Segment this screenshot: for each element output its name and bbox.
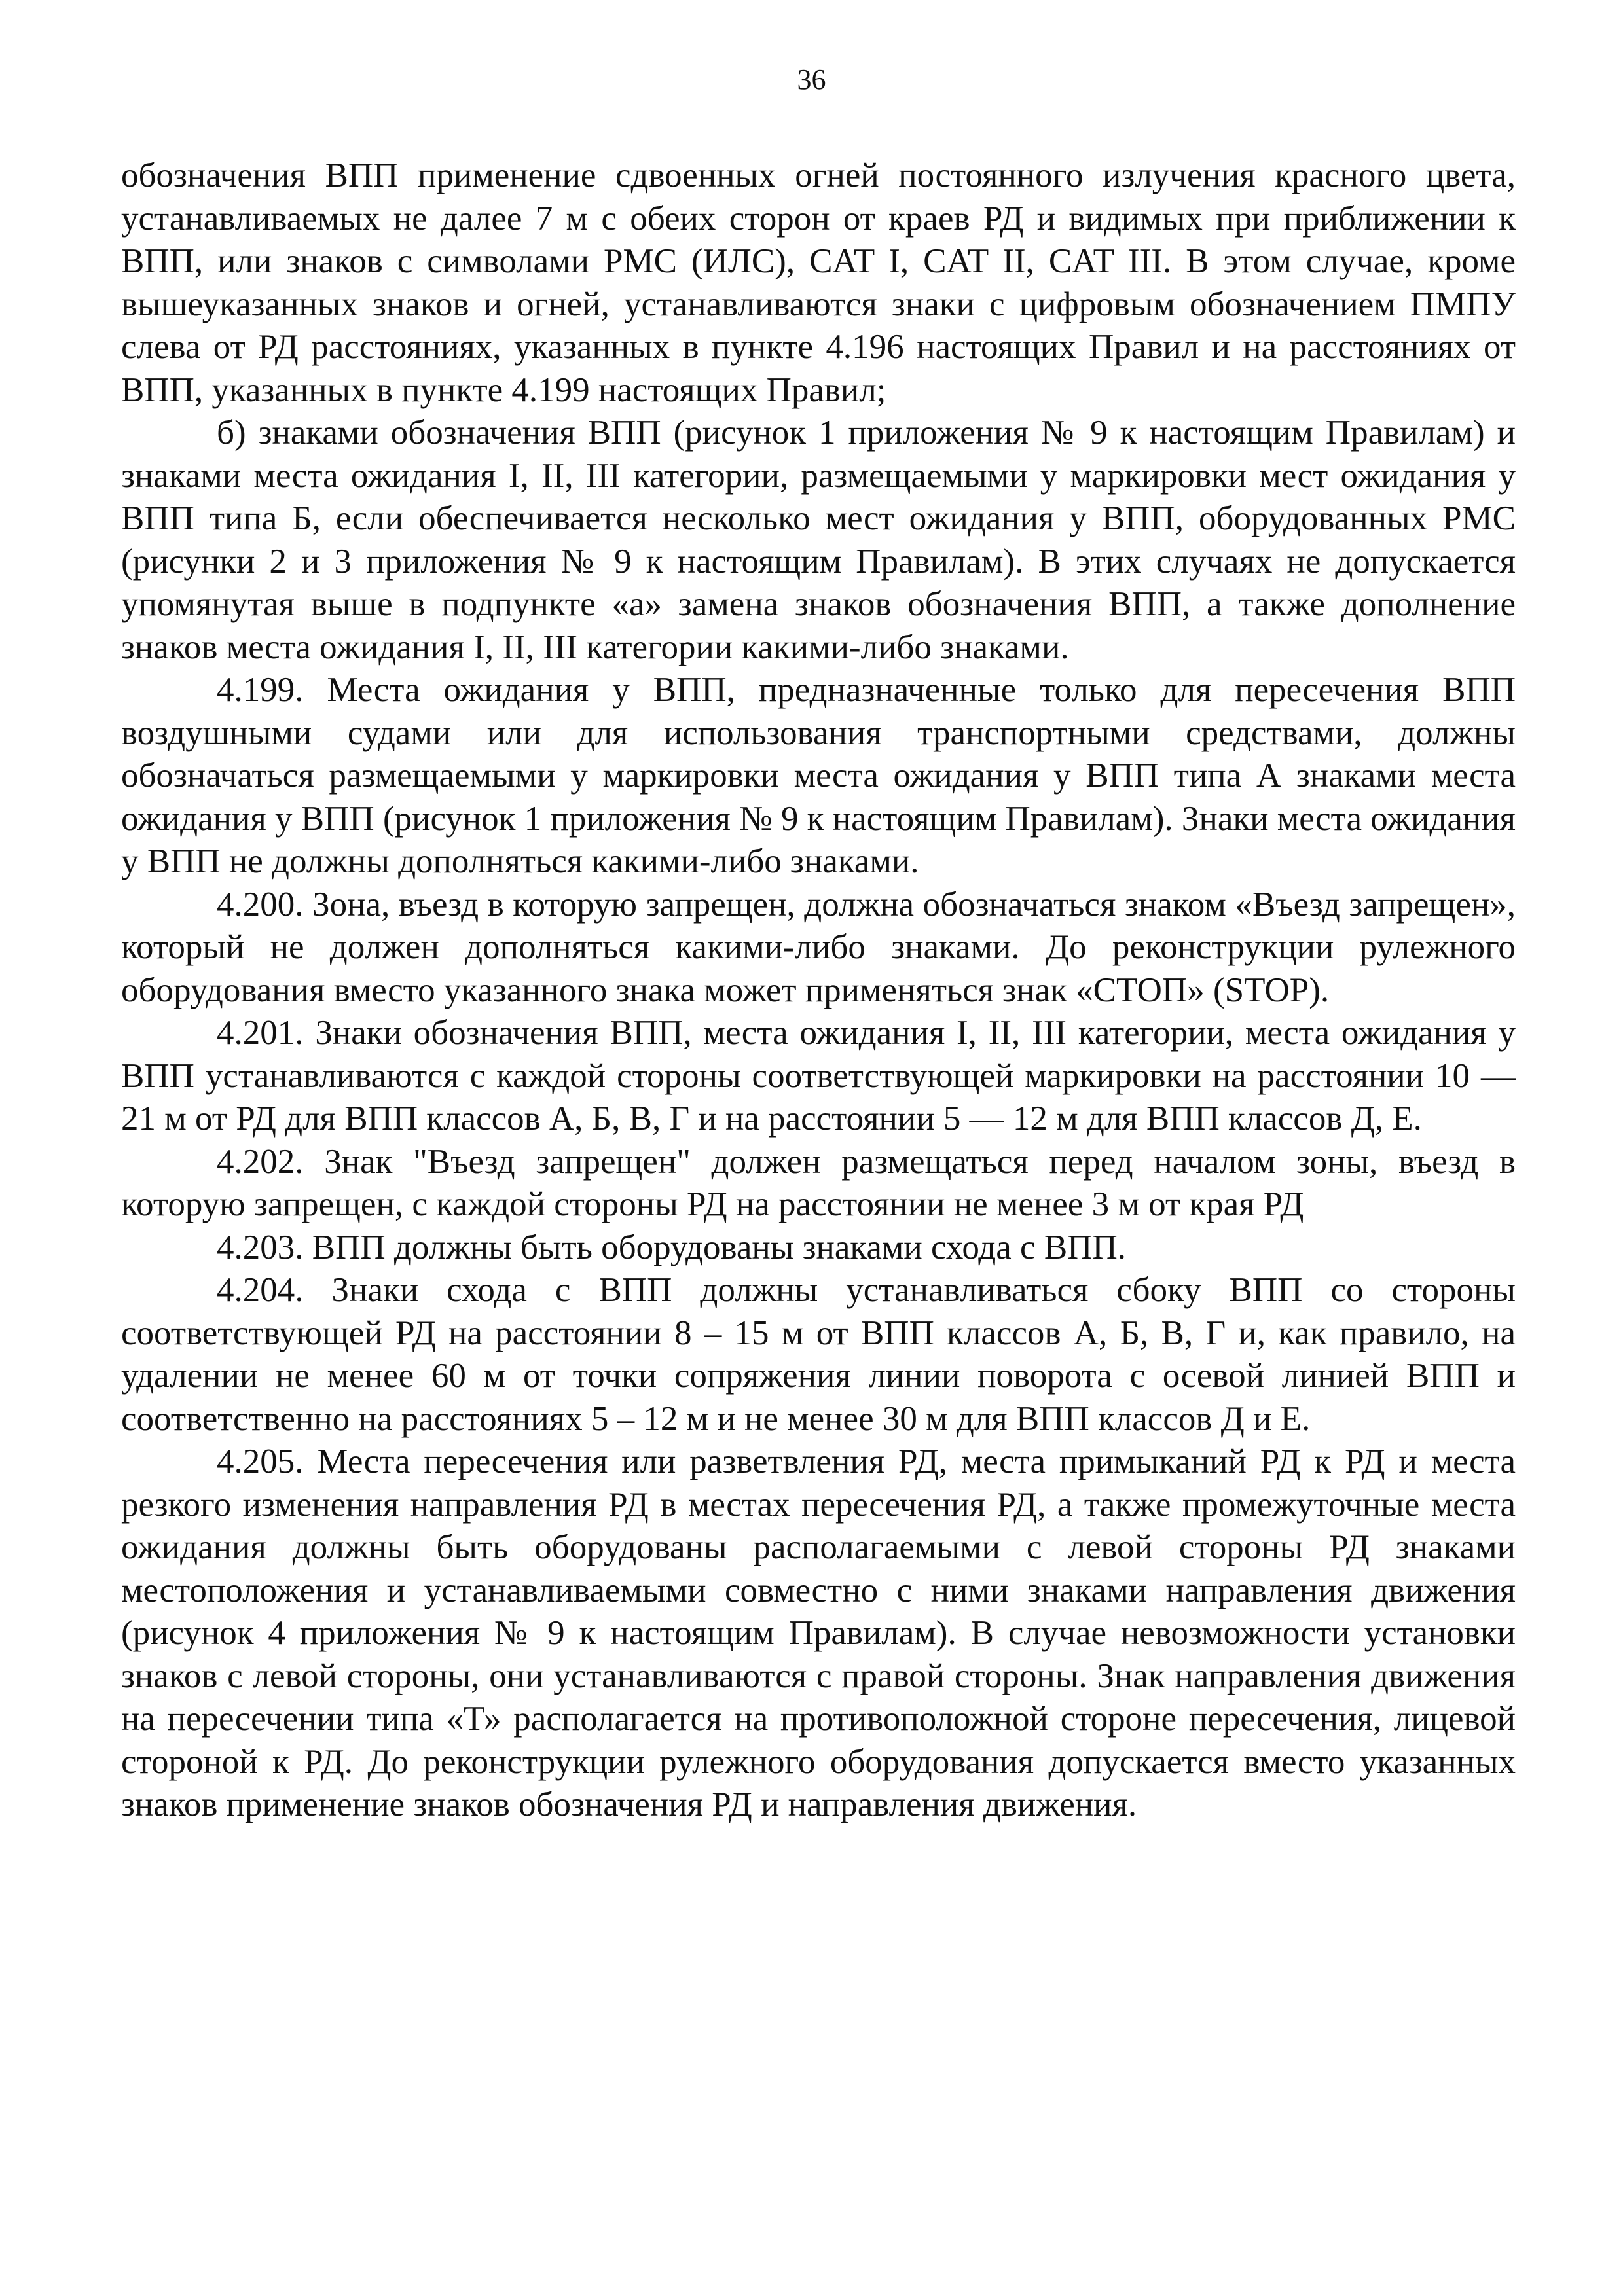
page-number: 36: [797, 63, 826, 96]
paragraph-4-203: 4.203. ВПП должны быть оборудованы знаками схода с ВПП.: [217, 1228, 1126, 1266]
paragraph-4-204: 4.204. Знаки схода с ВПП должны устанавливаться сбоку ВПП со стороны соответствующей РД на расстоянии 8 – 15 м от ВПП классов А, Б, В, Г и, как правило, на удалении не менее 60 м от точки сопряжения линии поворота с осевой линией ВПП и соответственно на расстояниях 5 – 12 м и не менее 30 м для ВПП классов Д и Е.: [121, 1271, 1516, 1438]
paragraph-4-205: 4.205. Места пересечения или разветвления РД, места примыканий РД к РД и места резкого изменения направления РД в местах пересечения РД, а также промежуточные места ожидания должны быть оборудованы располагаемыми с левой стороны РД знаками местоположения и устанавливаемыми совместно с ними знаками направления движения (рисунок 4 приложения № 9 к настоящим Правилам). В случае невозможности установки знаков с левой стороны, они устанавливаются с правой стороны. Знак направления движения на пересечении типа «Т» располагается на противоположной стороне пересечения, лицевой стороной к РД. До реконструкции рулежного оборудования допускается вместо указанных знаков применение знаков обозначения РД и направления движения.: [121, 1443, 1516, 1823]
paragraph-4-199: 4.199. Места ожидания у ВПП, предназначенные только для пересечения ВПП воздушными судами или для использования транспортными средствами, должны обозначаться размещаемыми у маркировки места ожидания у ВПП типа А знаками места ожидания у ВПП (рисунок 1 приложения № 9 к настоящим Правилам). Знаки места ожидания у ВПП не должны дополняться какими-либо знаками.: [121, 671, 1516, 880]
paragraph-4-202: 4.202. Знак "Въезд запрещен" должен размещаться перед началом зоны, въезд в которую запрещен, с каждой стороны РД на расстоянии не менее 3 м от края РД: [121, 1142, 1516, 1223]
paragraph-4-200: 4.200. Зона, въезд в которую запрещен, должна обозначаться знаком «Въезд запрещен», который не должен дополняться какими-либо знаками. До реконструкции рулежного оборудования вместо указанного знака может применяться знак «СТОП» (STOP).: [121, 885, 1516, 1009]
paragraph-4-201: 4.201. Знаки обозначения ВПП, места ожидания I, II, III категории, места ожидания у ВПП устанавливаются с каждой стороны соответствующей маркировки на расстоянии 10 — 21 м от РД для ВПП классов А, Б, В, Г и на расстоянии 5 — 12 м для ВПП классов Д, Е.: [121, 1014, 1516, 1138]
paragraph-subitem-b: б) знаками обозначения ВПП (рисунок 1 приложения № 9 к настоящим Правилам) и знаками места ожидания I, II, III категории, размещаемыми у маркировки мест ожидания у ВПП типа Б, если обеспечивается несколько мест ожидания у ВПП, оборудованных РМС (рисунки 2 и 3 приложения № 9 к настоящим Правилам). В этих случаях не допускается упомянутая выше в подпункте «а» замена знаков обозначения ВПП, а также дополнение знаков места ожидания I, II, III категории какими-либо знаками.: [121, 414, 1516, 666]
paragraph-continuation: обозначения ВПП применение сдвоенных огней постоянного излучения красного цвета, устанавливаемых не далее 7 м с обеих сторон от краев РД и видимых при приближении к ВПП, или знаков с символами РМС (ИЛС), CAT I, CAT II, CAT III. В этом случае, кроме вышеуказанных знаков и огней, устанавливаются знаки с цифровым обозначением ПМПУ слева от РД расстояниях, указанных в пункте 4.196 настоящих Правил и на расстояниях от ВПП, указанных в пункте 4.199 настоящих Правил;: [121, 156, 1516, 409]
document-body: [121, 154, 1516, 1827]
